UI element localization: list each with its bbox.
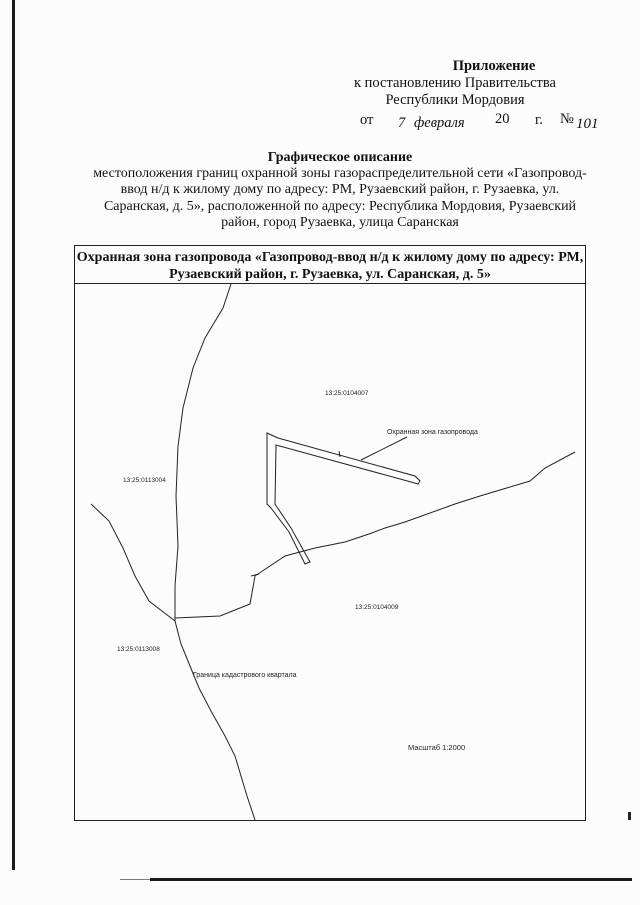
appendix-block xyxy=(330,58,599,132)
date-day: 7 xyxy=(398,115,406,131)
map-header: Охранная зона газопровода «Газопровод-ввод н/д к жилому дому по адресу: РМ, Рузаевский район, г. Рузаевка, ул. Саранская, д. 5» xyxy=(75,246,585,284)
cadastral-map xyxy=(75,246,585,820)
label-cadastral-boundary: Граница кадастрового квартала xyxy=(193,672,297,679)
appendix-title: Приложение xyxy=(452,58,536,74)
protection-zone-leader xyxy=(361,437,407,460)
label-parcel-104007: 13:25:0104007 xyxy=(325,390,369,397)
appendix-line-2: Республики Мордовия xyxy=(385,92,525,108)
appendix-date-line xyxy=(330,109,599,132)
cadastral-boundary-main xyxy=(175,284,255,820)
description-title: Графическое описание xyxy=(267,150,413,165)
date-month: февраля xyxy=(414,115,465,131)
cadastral-boundary-east xyxy=(175,452,575,618)
scan-edge-line xyxy=(12,0,15,870)
cadastral-boundary-southwest xyxy=(91,504,175,621)
date-from-label: от xyxy=(360,112,374,128)
date-year-suffix: г. xyxy=(535,112,543,128)
bottom-rule xyxy=(150,878,632,881)
label-protection-zone: Охранная зона газопровода xyxy=(387,429,478,436)
bottom-rule-faint xyxy=(120,879,150,880)
protection-zone-tick xyxy=(339,451,340,457)
protection-zone-outline xyxy=(267,433,420,564)
map-frame xyxy=(74,245,586,821)
label-parcel-113004: 13:25:0113004 xyxy=(123,477,166,484)
scan-edge-mark xyxy=(628,812,631,820)
label-parcel-104009: 13:25:0104009 xyxy=(355,604,399,611)
label-parcel-113008: 13:25:0113008 xyxy=(117,646,160,653)
description-block xyxy=(92,150,588,231)
map-scale: Масштаб 1:2000 xyxy=(408,743,466,752)
description-text: местоположения границ охранной зоны газораспределительной сети «Газопровод-ввод н/д к жилому дому по адресу: РМ, Рузаевский район, г. Рузаевка, ул. Саранская, д. 5», расположенной по адресу: Республика Мордовия, Рузаевский район, город Рузаевка, улица Саранская xyxy=(93,166,587,230)
appendix-line-1: к постановлению Правительства xyxy=(354,75,556,91)
number-label: № xyxy=(560,111,574,127)
date-year: 20 xyxy=(495,111,510,127)
document-number: 101 xyxy=(576,116,599,132)
